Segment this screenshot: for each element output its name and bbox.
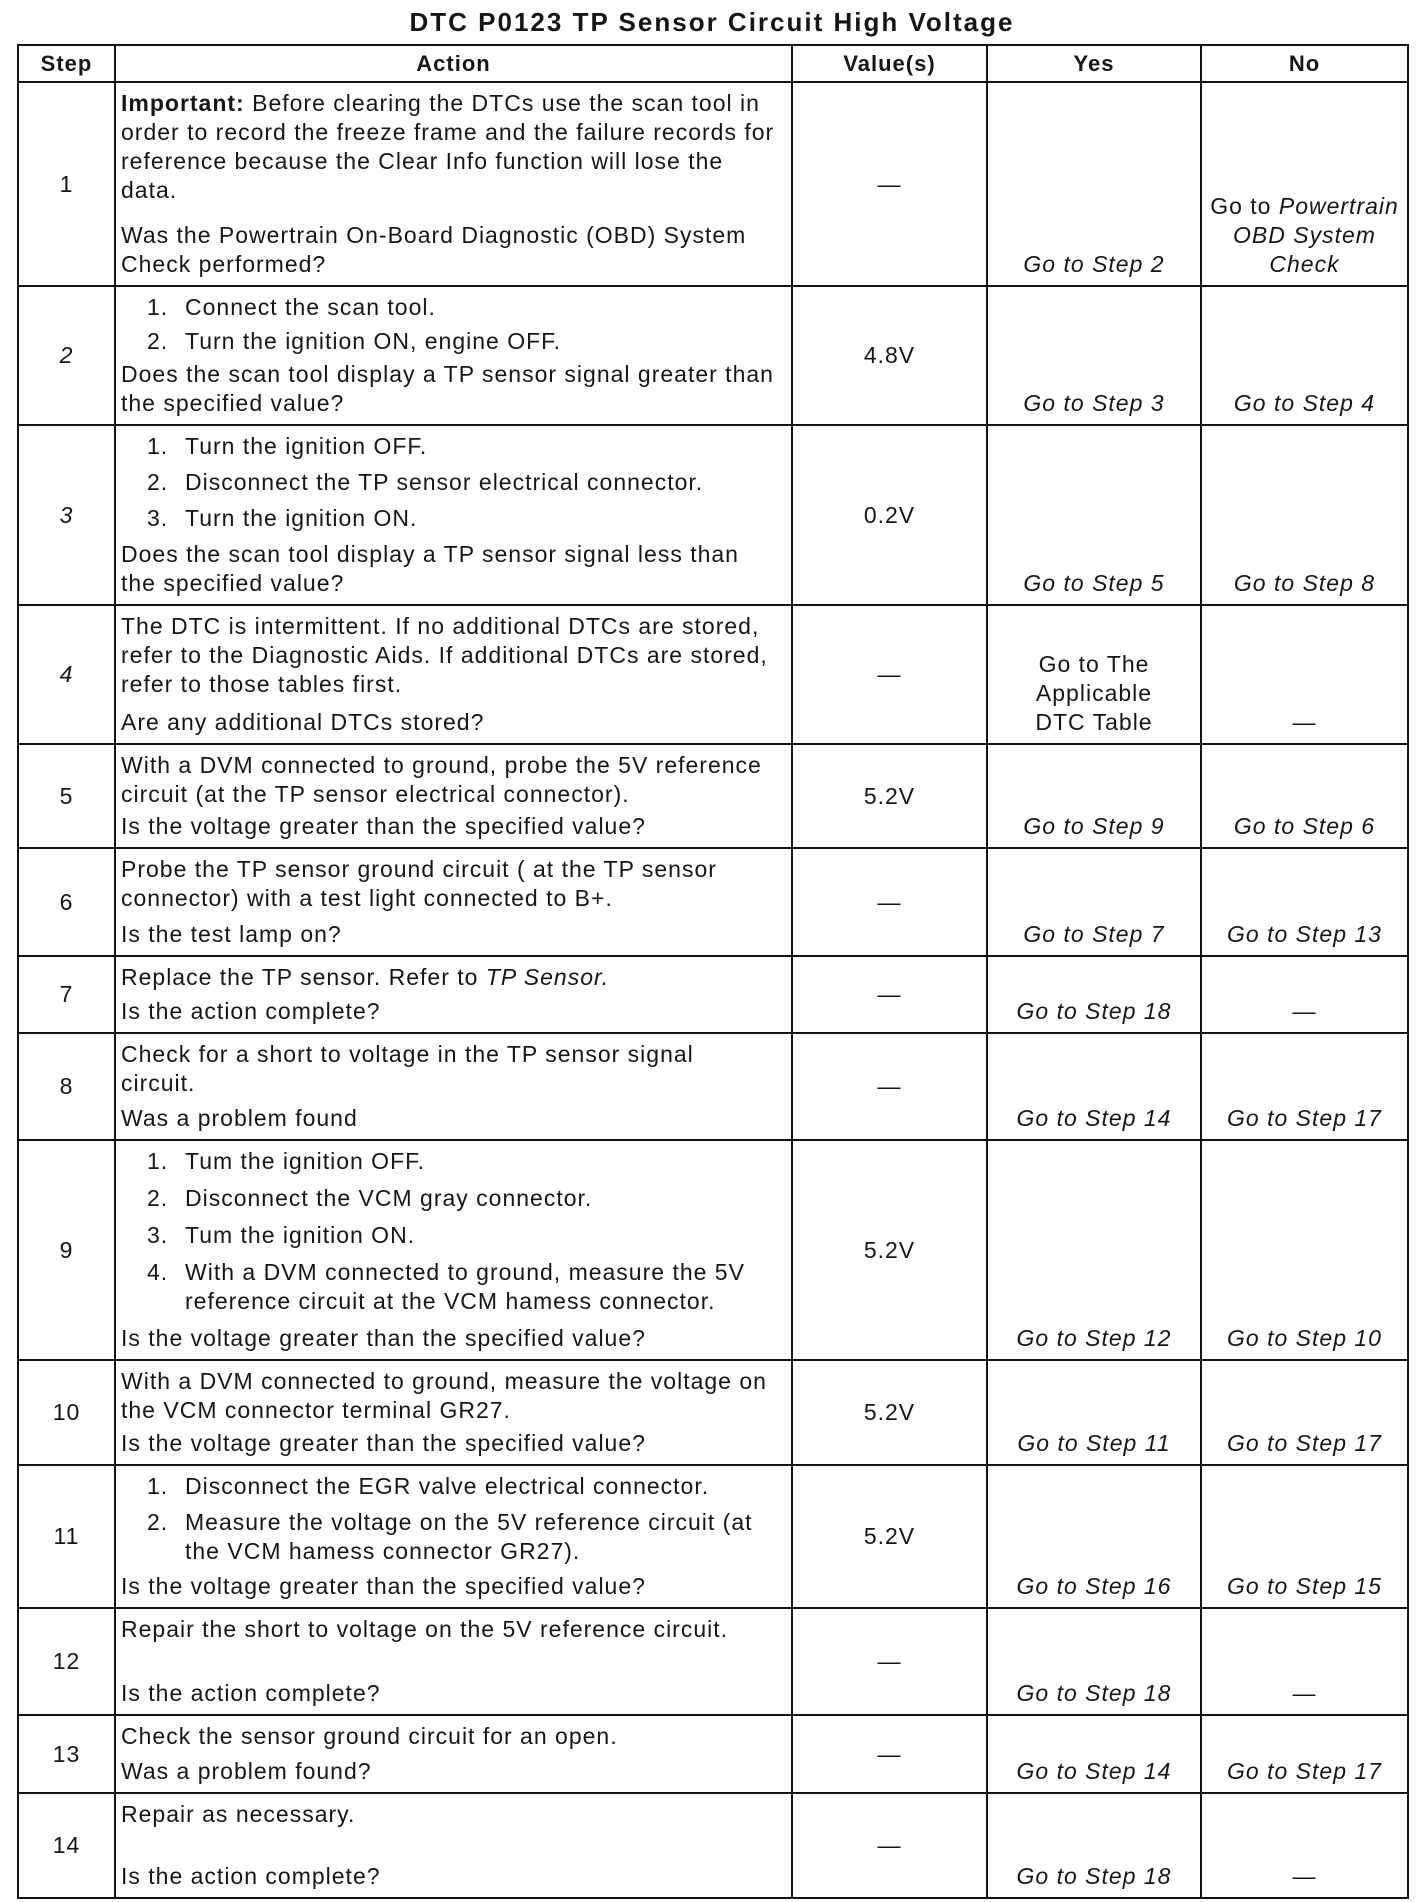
action-cell — [116, 957, 791, 1032]
text-line: Turn the ignition OFF. — [185, 433, 428, 459]
list-item-text — [185, 1147, 425, 1176]
value-cell: 4.8V — [793, 287, 986, 424]
action-paragraph — [121, 89, 787, 205]
text-run: Replace the TP sensor. Refer to — [121, 964, 486, 990]
value-cell: 5.2V — [793, 745, 986, 847]
no-cell — [1202, 1716, 1407, 1792]
step-number: 9 — [19, 1141, 114, 1359]
yes-line: DTC Table — [1035, 709, 1153, 735]
no-cell — [1202, 745, 1407, 847]
no-line: — — [1292, 998, 1317, 1024]
text-line: The DTC is intermittent. If no additional DTCs are stored, — [121, 613, 760, 639]
action-paragraph — [121, 1615, 787, 1644]
text-line: the specified value? — [121, 390, 345, 416]
yes-line: Go to Step 18 — [1016, 1680, 1172, 1706]
yes-line: Go to Step 2 — [1023, 251, 1165, 277]
step-number: 6 — [19, 849, 114, 955]
diagnostic-table — [17, 44, 1409, 1899]
action-question — [121, 360, 787, 418]
text-line: Check performed? — [121, 251, 327, 277]
no-line: Go to Step 17 — [1227, 1758, 1382, 1784]
yes-line: Go to Step 18 — [1016, 1863, 1172, 1889]
text-line: Is the voltage greater than the specified value? — [121, 1430, 646, 1456]
no-cell — [1202, 1609, 1407, 1714]
list-item-text — [185, 1472, 709, 1501]
action-list-item — [121, 293, 787, 322]
text-line: Is the action complete? — [121, 998, 381, 1024]
text-line: Is the voltage greater than the specified value? — [121, 813, 646, 839]
list-number: 4. — [147, 1259, 169, 1285]
action-question — [121, 1429, 787, 1458]
no-cell — [1202, 287, 1407, 424]
text-line: Was a problem found — [121, 1105, 358, 1131]
yes-cell — [988, 1794, 1200, 1897]
text-line: circuit. — [121, 1070, 196, 1096]
action-list-item — [121, 1184, 787, 1213]
text-line — [121, 89, 787, 118]
value-cell: — — [793, 1609, 986, 1714]
action-paragraph — [121, 963, 787, 992]
text-line: Was the Powertrain On-Board Diagnostic (OBD) System — [121, 222, 747, 248]
text-line: Turn the ignition ON, engine OFF. — [185, 327, 562, 354]
no-line: Go to Step 8 — [1233, 570, 1376, 596]
no-line: — — [1292, 1863, 1317, 1889]
action-question — [121, 708, 787, 737]
text-line: Disconnect the EGR valve electrical connector. — [185, 1473, 710, 1499]
action-paragraph — [121, 1040, 787, 1098]
yes-cell — [988, 745, 1200, 847]
action-list-item — [121, 327, 787, 356]
header-yes: Yes — [988, 46, 1200, 81]
text-line: reference circuit at the VCM hamess connector. — [185, 1288, 716, 1314]
no-cell — [1202, 426, 1407, 604]
header-values: Value(s) — [793, 46, 986, 81]
yes-line: Go to Step 9 — [1023, 813, 1165, 839]
action-list-item — [121, 1147, 787, 1176]
list-number: 1. — [147, 1148, 169, 1174]
list-number: 2. — [147, 469, 169, 495]
action-cell — [116, 1609, 791, 1714]
yes-cell — [988, 1609, 1200, 1714]
yes-line: Go to The — [1038, 651, 1150, 677]
text-line: Connect the scan tool. — [185, 294, 436, 320]
step-number: 1 — [19, 83, 114, 285]
value-cell: — — [793, 1794, 986, 1897]
text-run: Go to — [1210, 193, 1279, 219]
list-number: 1. — [147, 294, 169, 320]
step-number: 8 — [19, 1034, 114, 1139]
text-line: reference because the Clear Info function will lose the — [121, 148, 724, 174]
text-line: refer to the Diagnostic Aids. If additional DTCs are stored, — [121, 642, 768, 668]
list-item-text — [185, 504, 417, 533]
value-cell: — — [793, 849, 986, 955]
list-number: 1. — [147, 433, 169, 459]
action-question — [121, 812, 787, 841]
list-number: 3. — [147, 505, 169, 531]
text-line: Tum the ignition ON. — [185, 1222, 416, 1248]
text-line: the VCM connector terminal GR27. — [121, 1397, 511, 1423]
action-cell — [116, 426, 791, 604]
text-line: Is the action complete? — [121, 1863, 381, 1889]
header-no: No — [1202, 46, 1407, 81]
action-paragraph — [121, 1722, 787, 1751]
text-line: With a DVM connected to ground, probe the 5V reference — [121, 752, 762, 778]
action-question — [121, 1679, 787, 1708]
action-list-item — [121, 468, 787, 497]
text-line: Probe the TP sensor ground circuit ( at the TP sensor — [121, 856, 717, 882]
step-number: 13 — [19, 1716, 114, 1792]
action-cell — [116, 849, 791, 955]
list-item-text — [185, 1508, 753, 1566]
no-line: Go to Step 17 — [1227, 1105, 1382, 1131]
value-cell: — — [793, 83, 986, 285]
action-paragraph — [121, 855, 787, 913]
yes-line: Go to Step 3 — [1023, 390, 1165, 416]
action-cell — [116, 287, 791, 424]
action-list-item — [121, 1508, 787, 1566]
step-number: 14 — [19, 1794, 114, 1897]
action-paragraph — [121, 612, 787, 699]
yes-line: Go to Step 11 — [1017, 1430, 1171, 1456]
list-number: 1. — [147, 1473, 169, 1499]
yes-line: Go to Step 14 — [1016, 1105, 1172, 1131]
text-line: Repair as necessary. — [121, 1801, 356, 1827]
text-line: Check the sensor ground circuit for an open. — [121, 1723, 618, 1749]
yes-line: Go to Step 16 — [1016, 1573, 1172, 1599]
text-line: Does the scan tool display a TP sensor signal greater than — [121, 361, 774, 387]
text-line: Disconnect the TP sensor electrical connector. — [185, 469, 704, 495]
text-line — [121, 963, 787, 992]
text-line: Was a problem found? — [121, 1758, 372, 1784]
action-cell — [116, 1361, 791, 1464]
no-cell — [1202, 83, 1407, 285]
value-cell: 0.2V — [793, 426, 986, 604]
text-line: Check for a short to voltage in the TP sensor signal — [121, 1041, 694, 1067]
no-line: OBD System — [1233, 222, 1376, 248]
list-item-text — [185, 293, 436, 322]
no-line: Go to Step 15 — [1227, 1573, 1382, 1599]
text-line: Measure the voltage on the 5V reference circuit (at — [185, 1508, 753, 1535]
action-list-item — [121, 504, 787, 533]
yes-cell — [988, 1716, 1200, 1792]
action-cell — [116, 745, 791, 847]
step-number: 2 — [19, 287, 114, 424]
list-item-text — [185, 468, 703, 497]
list-number: 2. — [147, 327, 169, 354]
step-number: 4 — [19, 606, 114, 743]
action-cell — [116, 1794, 791, 1897]
step-number: 11 — [19, 1466, 114, 1607]
text-line: Disconnect the VCM gray connector. — [185, 1185, 593, 1211]
text-line: Is the voltage greater than the specified value? — [121, 1573, 646, 1599]
action-question — [121, 1757, 787, 1786]
yes-cell — [988, 1141, 1200, 1359]
text-line: order to record the freeze frame and the failure records for — [121, 119, 775, 145]
no-line: Go to Step 13 — [1227, 921, 1382, 947]
text-line: the specified value? — [121, 570, 345, 596]
step-number: 5 — [19, 745, 114, 847]
list-number: 2. — [147, 1508, 169, 1535]
yes-cell — [988, 1361, 1200, 1464]
text-line: Repair the short to voltage on the 5V reference circuit. — [121, 1616, 729, 1642]
text-line: data. — [121, 177, 178, 203]
value-cell: — — [793, 606, 986, 743]
action-paragraph — [121, 1367, 787, 1425]
step-number: 12 — [19, 1609, 114, 1714]
page-title: DTC P0123 TP Sensor Circuit High Voltage — [409, 7, 1015, 37]
header-action: Action — [116, 46, 791, 81]
no-line: Go to Step 10 — [1227, 1325, 1382, 1351]
yes-cell — [988, 426, 1200, 604]
yes-line: Go to Step 14 — [1016, 1758, 1172, 1784]
text-line: Is the action complete? — [121, 1680, 381, 1706]
value-cell: 5.2V — [793, 1141, 986, 1359]
text-run: Before clearing the DTCs use the scan tool in — [244, 90, 760, 116]
step-number: 3 — [19, 426, 114, 604]
action-cell — [116, 606, 791, 743]
action-list-item — [121, 1258, 787, 1316]
action-paragraph — [121, 751, 787, 809]
value-cell: 5.2V — [793, 1361, 986, 1464]
list-number: 3. — [147, 1222, 169, 1248]
yes-cell — [988, 1466, 1200, 1607]
yes-cell — [988, 606, 1200, 743]
action-cell — [116, 83, 791, 285]
value-cell: — — [793, 1716, 986, 1792]
action-question — [121, 997, 787, 1026]
no-cell — [1202, 957, 1407, 1032]
no-cell — [1202, 1794, 1407, 1897]
text-line: Are any additional DTCs stored? — [121, 709, 485, 735]
no-line: Go to Step 6 — [1233, 813, 1376, 839]
no-cell — [1202, 606, 1407, 743]
text-line: circuit (at the TP sensor electrical connector). — [121, 781, 630, 807]
text-line: connector) with a test light connected to B+. — [121, 885, 613, 911]
yes-line: Go to Step 5 — [1023, 570, 1165, 596]
action-question — [121, 1324, 787, 1353]
no-cell — [1202, 1361, 1407, 1464]
text-line: With a DVM connected to ground, measure the 5V — [185, 1259, 745, 1285]
no-line: Go to Step 4 — [1233, 390, 1376, 416]
no-cell — [1202, 1034, 1407, 1139]
action-question — [121, 920, 787, 949]
action-list-item — [121, 1472, 787, 1501]
action-cell — [116, 1716, 791, 1792]
no-line: Check — [1269, 251, 1340, 277]
step-number: 10 — [19, 1361, 114, 1464]
value-cell: 5.2V — [793, 1466, 986, 1607]
action-question — [121, 1104, 787, 1133]
text-run: Powertrain — [1278, 193, 1399, 219]
no-line — [1210, 192, 1399, 221]
yes-cell — [988, 287, 1200, 424]
text-run: TP Sensor. — [485, 964, 610, 990]
yes-cell — [988, 849, 1200, 955]
text-line: Is the test lamp on? — [121, 921, 342, 947]
action-cell — [116, 1466, 791, 1607]
list-number: 2. — [147, 1185, 169, 1211]
action-paragraph — [121, 1800, 787, 1829]
text-run: Important: — [121, 90, 245, 116]
text-line: the VCM hamess connector GR27). — [185, 1537, 581, 1564]
value-cell: — — [793, 957, 986, 1032]
action-question — [121, 1862, 787, 1891]
no-cell — [1202, 849, 1407, 955]
yes-line: Applicable — [1035, 680, 1153, 706]
text-line: Turn the ignition ON. — [185, 505, 418, 531]
action-list-item — [121, 1221, 787, 1250]
action-list-item — [121, 432, 787, 461]
list-item-text — [185, 432, 427, 461]
yes-cell — [988, 1034, 1200, 1139]
action-question — [121, 221, 787, 279]
no-cell — [1202, 1466, 1407, 1607]
action-question — [121, 1572, 787, 1601]
text-line: Tum the ignition OFF. — [185, 1148, 426, 1174]
text-line: With a DVM connected to ground, measure the voltage on — [121, 1368, 767, 1394]
list-item-text — [185, 327, 561, 356]
list-item-text — [185, 1258, 745, 1316]
yes-line: Go to Step 7 — [1023, 921, 1165, 947]
no-line: Go to Step 17 — [1227, 1430, 1382, 1456]
text-line: Does the scan tool display a TP sensor signal less than — [121, 541, 739, 567]
no-line: — — [1292, 709, 1317, 735]
yes-cell — [988, 957, 1200, 1032]
action-cell — [116, 1034, 791, 1139]
text-line: refer to those tables first. — [121, 671, 403, 697]
header-step: Step — [19, 46, 114, 81]
step-number: 7 — [19, 957, 114, 1032]
no-line: — — [1292, 1680, 1317, 1706]
list-item-text — [185, 1184, 592, 1213]
action-cell — [116, 1141, 791, 1359]
list-item-text — [185, 1221, 415, 1250]
value-cell: — — [793, 1034, 986, 1139]
no-cell — [1202, 1141, 1407, 1359]
text-line: Is the voltage greater than the specified value? — [121, 1325, 646, 1351]
yes-line: Go to Step 12 — [1016, 1325, 1172, 1351]
action-question — [121, 540, 787, 598]
yes-cell — [988, 83, 1200, 285]
yes-line: Go to Step 18 — [1016, 998, 1172, 1024]
